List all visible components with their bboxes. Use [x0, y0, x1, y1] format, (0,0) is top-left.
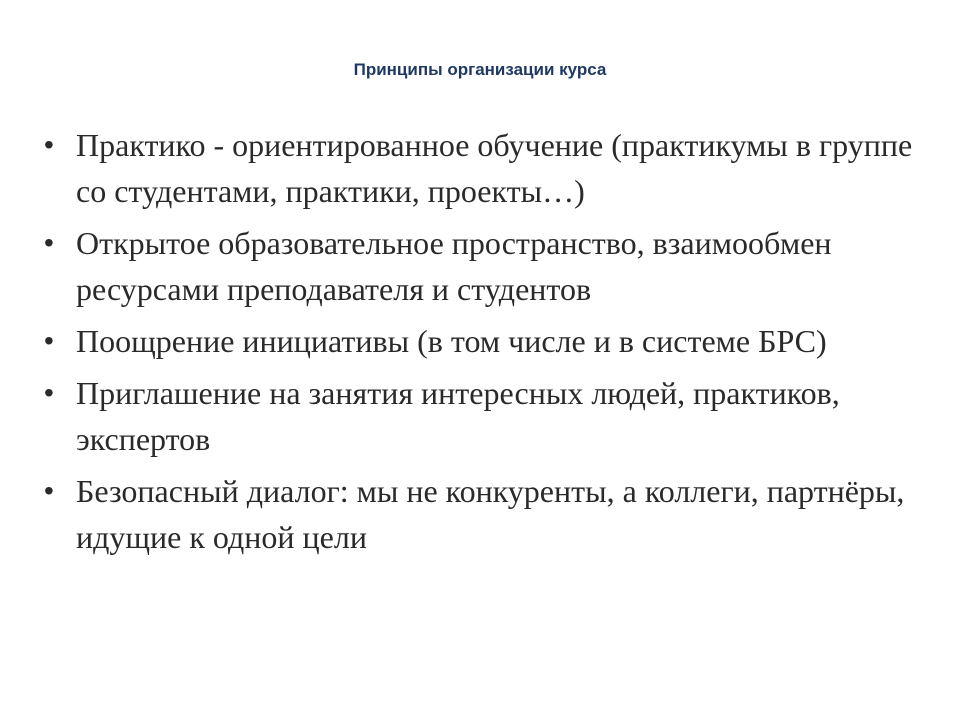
bullet-text: Открытое образовательное пространство, взаимообмен ресурсами преподавателя и студентов: [76, 225, 832, 307]
bullet-item-practice-oriented: [44, 122, 924, 214]
bullet-item-safe-dialogue: [44, 468, 924, 560]
bullet-icon: •: [44, 227, 54, 258]
bullet-text: Приглашение на занятия интересных людей, практиков, экспертов: [76, 375, 840, 457]
bullet-icon: •: [44, 325, 54, 356]
bullet-icon: •: [44, 377, 54, 408]
bullet-item-guests: [44, 370, 924, 462]
bullet-list: [44, 122, 924, 566]
bullet-text: Поощрение инициативы (в том числе и в системе БРС): [76, 323, 827, 359]
slide-title: Принципы организации курса: [353, 60, 607, 79]
bullet-item-initiative: [44, 318, 924, 364]
bullet-text: Безопасный диалог: мы не конкуренты, а коллеги, партнёры, идущие к одной цели: [76, 473, 905, 555]
bullet-icon: •: [44, 475, 54, 506]
bullet-text: Практико - ориентированное обучение (практикумы в группе со студентами, практики, проекты…): [76, 127, 913, 209]
bullet-icon: •: [44, 129, 54, 160]
bullet-item-open-space: [44, 220, 924, 312]
